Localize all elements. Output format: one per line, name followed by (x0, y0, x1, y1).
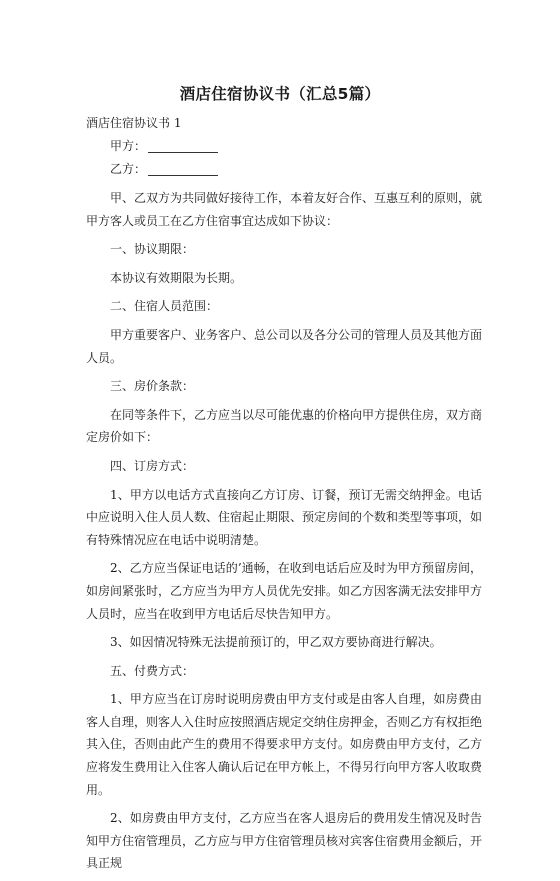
document-body (86, 112, 482, 881)
party-a-line (86, 135, 482, 158)
heading-booking: 四、订房方式： (110, 458, 195, 473)
paragraph-scope: 甲方重要客户、业务客户、总公司以及各分公司的管理人员及其他方面人员。 (86, 327, 483, 365)
document-title: 酒店住宿协议书（汇总5篇） (179, 85, 381, 103)
paragraph-intro: 甲、乙双方为共同做好接待工作，本着友好合作、互惠互利的原则，就甲方客人或员工在乙方住宿事宜达成如下协议： (86, 191, 483, 228)
party-b-blank (148, 162, 218, 176)
paragraph-booking-1: 1、甲方以电话方式直接向乙方订房、订餐，预订无需交纳押金。电话中应说明入住人员人数、住宿起止期限、预定房间的个数和类型等事项，如有特殊情况应在电话中说明清楚。 (86, 487, 483, 547)
heading-term: 一、协议期限： (110, 242, 195, 257)
paragraph-payment-1: 1、甲方应当在订房时说明房费由甲方支付或是由客人自理，如房费由客人自理，则客人入住时应按照酒店规定交纳住房押金，否则乙方有权拒绝其入住，否则由此产生的费用不得要求甲方支付。如房费由甲方支付，乙方应将发生费用让入住客人确认后记在甲方帐上，不得另行向甲方客人收取费用。 (86, 692, 483, 797)
party-a-blank (148, 139, 218, 153)
party-b-label: 乙方： (110, 162, 147, 176)
paragraph-term: 本协议有效期限为长期。 (110, 270, 243, 285)
heading-scope: 二、住宿人员范围： (110, 299, 219, 314)
paragraph-payment-2: 2、如房费由甲方支付，乙方应当在客人退房后的费用发生情况及时告知甲方住宿管理员，乙方应与甲方住宿管理员核对宾客住宿费用金额后，开具正规 (86, 811, 483, 871)
party-a-label: 甲方： (110, 139, 147, 153)
heading-payment: 五、付费方式： (110, 663, 195, 678)
paragraph-booking-3: 3、如因情况特殊无法提前预订的，甲乙双方要协商进行解决。 (110, 635, 442, 650)
paragraph-price: 在同等条件下，乙方应当以尽可能优惠的价格向甲方提供住房，双方商定房价如下： (86, 407, 483, 445)
heading-price: 三、房价条款： (110, 379, 195, 394)
section-heading: 酒店住宿协议书 1 (86, 116, 182, 130)
party-b-line (86, 158, 482, 181)
paragraph-booking-2: 2、乙方应当保证电话的’通畅，在收到电话后应及时为甲方预留房间，如房间紧张时，乙方应当为甲方人员优先安排。如乙方因客满无法安排甲方人员时，应当在收到甲方电话后尽快告知甲方。 (86, 561, 483, 621)
